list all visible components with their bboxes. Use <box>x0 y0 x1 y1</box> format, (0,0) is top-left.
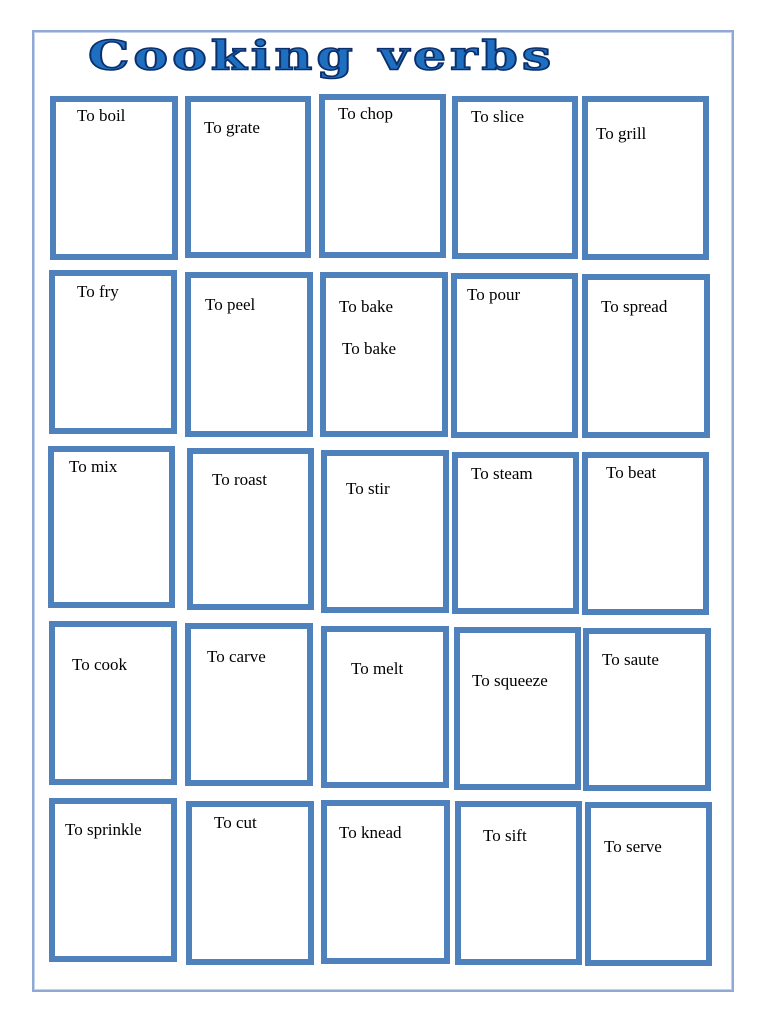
verb-card-label: To cut <box>214 813 257 832</box>
verb-card <box>48 446 175 608</box>
verb-card-label: To bake <box>342 339 397 358</box>
verb-card-label: To knead <box>339 823 402 842</box>
verb-card <box>455 801 582 965</box>
verb-card-label: To mix <box>69 457 118 476</box>
verb-card <box>49 270 177 434</box>
verb-card-label: To grate <box>204 118 260 137</box>
verb-card-label: To roast <box>212 470 267 489</box>
verb-card <box>187 448 314 610</box>
verb-card <box>320 272 448 437</box>
verb-card <box>49 798 177 962</box>
verb-card <box>319 94 446 258</box>
verb-card-label: To squeeze <box>472 671 548 690</box>
verb-card-label: To stir <box>346 479 390 498</box>
verb-card <box>583 628 711 791</box>
verb-card-label: To cook <box>72 655 127 674</box>
verb-card-label: To sift <box>483 826 527 845</box>
verb-card-label: To steam <box>471 464 533 483</box>
verb-card-label: To chop <box>338 104 393 123</box>
verb-card <box>185 272 313 437</box>
verb-card <box>321 800 450 964</box>
verb-card-label: To melt <box>351 659 404 678</box>
verb-card <box>321 626 449 788</box>
verb-card <box>50 96 178 260</box>
verb-card-label: To boil <box>77 106 126 125</box>
verb-card-label: To grill <box>596 124 647 143</box>
verb-card <box>185 623 313 786</box>
verb-card-label: To bake <box>339 297 394 316</box>
verb-card <box>186 801 314 965</box>
verb-card <box>452 96 578 259</box>
verb-card-label: To serve <box>604 837 662 856</box>
verb-card-label: To spread <box>601 297 668 316</box>
verb-card-label: To pour <box>467 285 521 304</box>
verb-card-label: To slice <box>471 107 525 126</box>
verb-card <box>582 96 709 260</box>
verb-card <box>185 96 311 258</box>
page-title: Cooking verbs <box>88 31 556 80</box>
verb-card-label: To carve <box>207 647 266 666</box>
verb-card <box>582 274 710 438</box>
verb-card <box>321 450 449 613</box>
verb-card <box>454 627 581 790</box>
verb-card <box>585 802 712 966</box>
verb-card <box>49 621 177 785</box>
verb-card <box>451 273 578 438</box>
verb-card-label: To fry <box>77 282 119 301</box>
verb-card-label: To beat <box>606 463 657 482</box>
verb-card-label: To saute <box>602 650 659 669</box>
verb-card <box>452 452 579 614</box>
verb-card-label: To sprinkle <box>65 820 142 839</box>
verb-card-label: To peel <box>205 295 256 314</box>
verb-card <box>582 452 709 615</box>
